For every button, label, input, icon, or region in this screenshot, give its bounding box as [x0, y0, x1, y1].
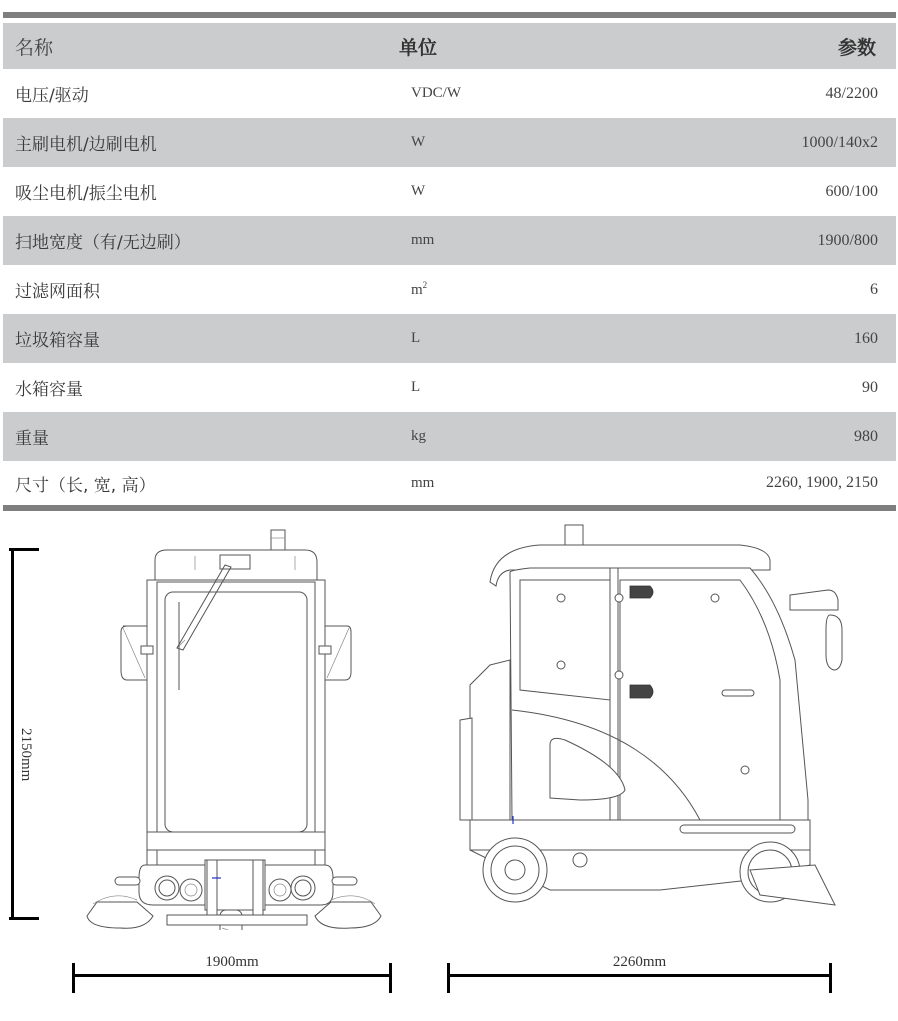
table-row: [3, 69, 896, 118]
front-width-dimension: [72, 954, 392, 990]
row-unit: W: [411, 183, 426, 199]
row-name: 吸尘电机/振尘电机: [15, 184, 157, 204]
table-row: [3, 412, 896, 461]
row-value: 160: [854, 329, 878, 347]
technical-drawings: [0, 520, 898, 1021]
table-row: [3, 265, 896, 314]
table-header-row: [3, 23, 896, 69]
front-view-drawing: [75, 520, 395, 930]
row-value: 6: [870, 280, 878, 298]
unit-base: m: [411, 282, 423, 298]
row-value: 2260, 1900, 2150: [766, 474, 878, 491]
height-label: 2150mm: [18, 728, 34, 782]
row-value: 1900/800: [817, 231, 878, 249]
table-row: [3, 167, 896, 216]
table-row: [3, 216, 896, 265]
unit-superscript: 2: [422, 280, 428, 290]
row-name: 重量: [15, 429, 49, 449]
table-row: [3, 363, 896, 412]
header-name: 名称: [15, 36, 54, 59]
length-label: 2260mm: [612, 954, 667, 970]
width-label: 1900mm: [205, 954, 259, 970]
row-name: 尺寸（长, 宽, 高）: [15, 475, 156, 496]
header-value: 参数: [837, 36, 876, 59]
row-value: 600/100: [825, 182, 878, 200]
table-row: [3, 118, 896, 167]
row-unit: L: [411, 379, 421, 395]
height-dimension: [7, 548, 37, 920]
row-unit: mm: [411, 232, 435, 248]
row-name: 扫地宽度（有/无边刷）: [15, 233, 191, 253]
table-top-rule: [3, 12, 896, 18]
row-unit: mm: [411, 474, 435, 491]
row-name: 过滤网面积: [15, 282, 100, 302]
spec-table: [3, 12, 896, 511]
row-value: 48/2200: [825, 84, 878, 102]
row-name: 电压/驱动: [15, 86, 89, 106]
table-bottom-rule: [3, 505, 896, 511]
row-value: 980: [854, 427, 878, 445]
dimension-cap: [9, 917, 39, 920]
dimension-line: [447, 974, 832, 977]
header-unit: 单位: [399, 36, 438, 59]
row-unit: L: [411, 330, 421, 346]
dimension-line: [11, 548, 14, 920]
row-unit: W: [411, 134, 426, 150]
row-value: 90: [862, 378, 878, 396]
row-name: 垃圾箱容量: [15, 331, 100, 351]
row-name: 水箱容量: [15, 380, 83, 400]
side-length-dimension: [447, 954, 832, 990]
row-unit: VDC/W: [411, 85, 461, 101]
row-value: 1000/140x2: [801, 133, 878, 151]
row-unit: [411, 280, 427, 299]
row-name: 主刷电机/边刷电机: [15, 135, 157, 155]
table-row: [3, 461, 896, 505]
dimension-line: [72, 974, 392, 977]
row-unit: kg: [411, 428, 426, 444]
table-row: [3, 314, 896, 363]
side-view-drawing: [450, 520, 850, 930]
